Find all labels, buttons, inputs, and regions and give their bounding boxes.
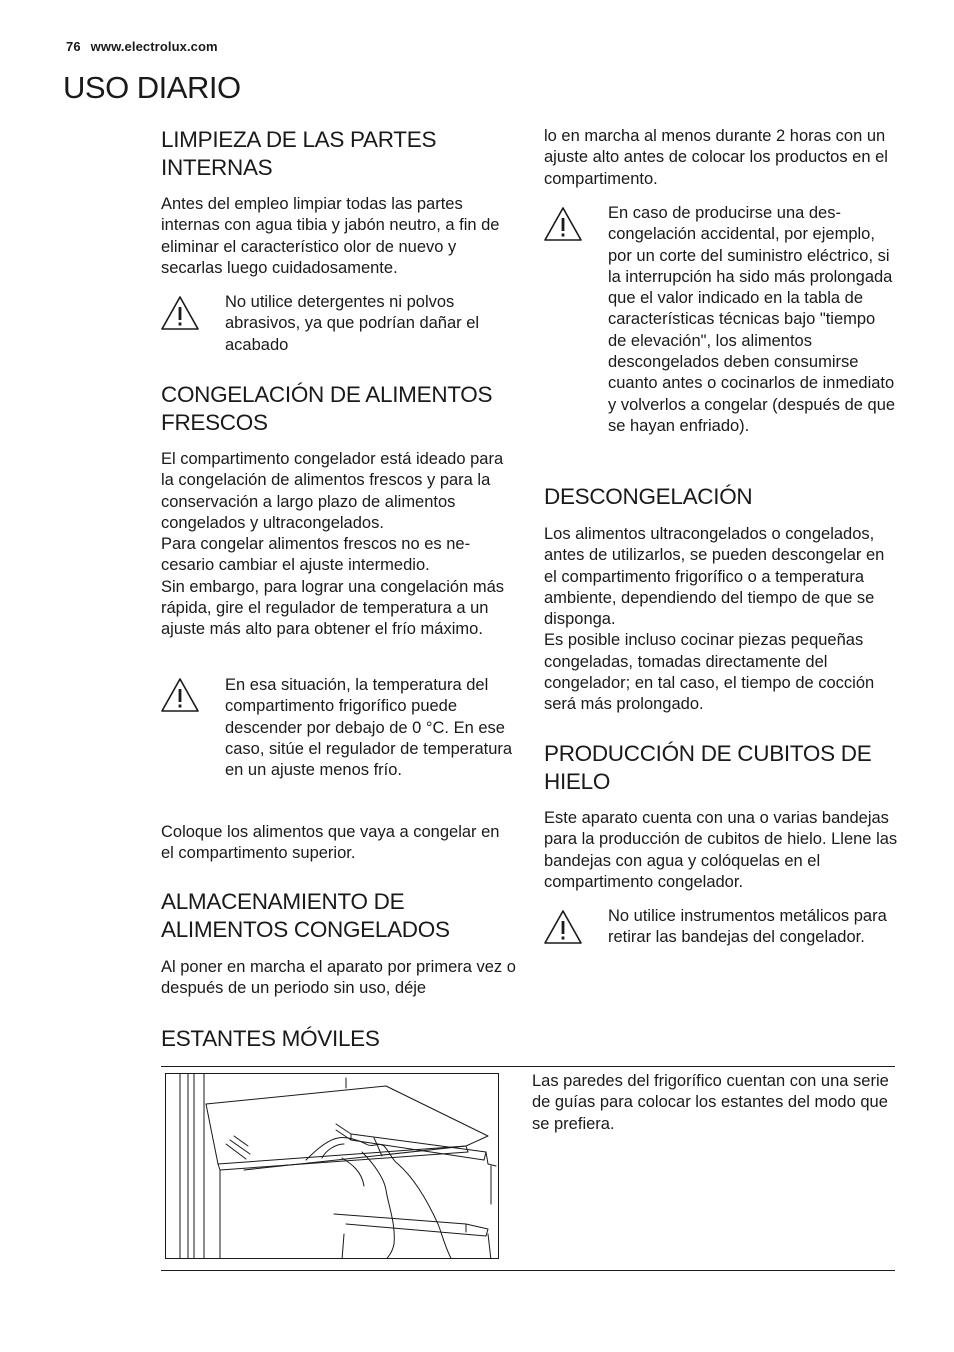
section-title-descongelacion: DESCONGELACIÓN — [544, 484, 753, 509]
section-title-cubitos — [544, 740, 871, 796]
paragraph: El compartimento congelador está ideado para la congelación de alimentos frescos y para la conservación a largo plazo de alimentos congelados y ultracongelados. — [161, 450, 504, 532]
section-title-line: PRODUCCIÓN DE CUBITOS DE — [544, 741, 872, 766]
warning-triangle-icon — [160, 677, 200, 713]
limpieza-warning: No utilice detergentes ni polvos abrasivos, ya que podrían dañar el acabado — [225, 293, 480, 354]
section-title-congelacion — [161, 381, 492, 437]
shelf-illustration — [165, 1073, 499, 1259]
section-title-almacenamiento — [161, 888, 450, 944]
warning-triangle-icon — [160, 295, 200, 331]
section-title-estantes: ESTANTES MÓVILES — [161, 1026, 380, 1051]
section-title-line: CONGELACIÓN DE ALIMENTOS — [161, 382, 493, 407]
page-title: USO DIARIO — [63, 70, 241, 105]
limpieza-body: Antes del empleo limpiar todas las partes internas con agua tibia y jabón neutro, a fin de eliminar el característico olor de nuevo y secarlas luego cuidadosamente. — [161, 195, 500, 277]
section-title-limpieza — [161, 126, 436, 182]
almacenamiento-body-right: lo en marcha al menos durante 2 horas con un ajuste alto antes de colocar los productos en el compartimento. — [544, 127, 888, 188]
estantes-body: Las paredes del frigorífico cuentan con una serie de guías para colocar los estantes del modo que se prefiera. — [532, 1072, 889, 1133]
section-title-line: HIELO — [544, 769, 611, 794]
page-header — [66, 39, 228, 54]
almacenamiento-warning: En caso de producirse una descongelación accidental, por ejemplo, por un corte del suministro eléctrico, si la interrupción ha sido más prolongada que el valor indicado en la tabla de características técnicas bajo "tiempo de elevación", los alimentos descongelados deben consumirse cuanto antes o cocinarlos de inmediato y volverlos a congelar (después de que se hayan enfriado). — [608, 204, 896, 435]
warning-triangle-icon — [543, 909, 583, 945]
divider — [161, 1066, 895, 1067]
section-title-line: FRESCOS — [161, 410, 268, 435]
divider — [161, 1270, 895, 1271]
section-title-line: INTERNAS — [161, 155, 273, 180]
descongelacion-body — [544, 524, 899, 716]
paragraph: Los alimentos ultracongelados o congelados, antes de utilizarlos, se pueden descongelar en el compartimento frigorífico o a temperatura ambiente, dependiendo del tiempo de que se disponga. — [544, 525, 885, 629]
section-title-line: ALMACENAMIENTO DE — [161, 889, 405, 914]
website-link[interactable]: www.electrolux.com — [90, 39, 218, 54]
section-title-line: LIMPIEZA DE LAS PARTES — [161, 127, 437, 152]
cubitos-warning: No utilice instrumentos metálicos para retirar las bandejas del congelador. — [608, 907, 887, 947]
shelf-drawing — [166, 1074, 499, 1259]
section-title-line: ALIMENTOS CONGELADOS — [161, 917, 450, 942]
almacenamiento-body-left: Al poner en marcha el aparato por primera vez o después de un periodo sin uso, déje — [161, 958, 516, 998]
congelacion-body — [161, 449, 516, 641]
paragraph: Sin embargo, para lograr una congelación más rápida, gire el regulador de temperatura a un ajuste más alto para obtener el frío máximo. — [161, 577, 505, 639]
warning-triangle-icon — [543, 206, 583, 242]
congelacion-body-after: Coloque los alimentos que vaya a congelar en el compartimento superior. — [161, 823, 500, 863]
cubitos-body: Este aparato cuenta con una o varias bandejas para la producción de cubitos de hielo. Llene las bandejas con agua y colóquelas en el compartimento congelador. — [544, 809, 898, 891]
page-number: 76 — [66, 39, 81, 54]
paragraph: Para congelar alimentos frescos no es necesario cambiar el ajuste intermedio. — [161, 535, 471, 575]
paragraph: Es posible incluso cocinar piezas pequeñas congeladas, tomadas directamente del congelador; en tal caso, el tiempo de cocción será más prolongado. — [544, 631, 875, 714]
congelacion-warning: En esa situación, la temperatura del compartimento frigorífico puede descender por debajo de 0 °C. En ese caso, sitúe el regulador de temperatura en un ajuste menos frío. — [225, 676, 513, 780]
